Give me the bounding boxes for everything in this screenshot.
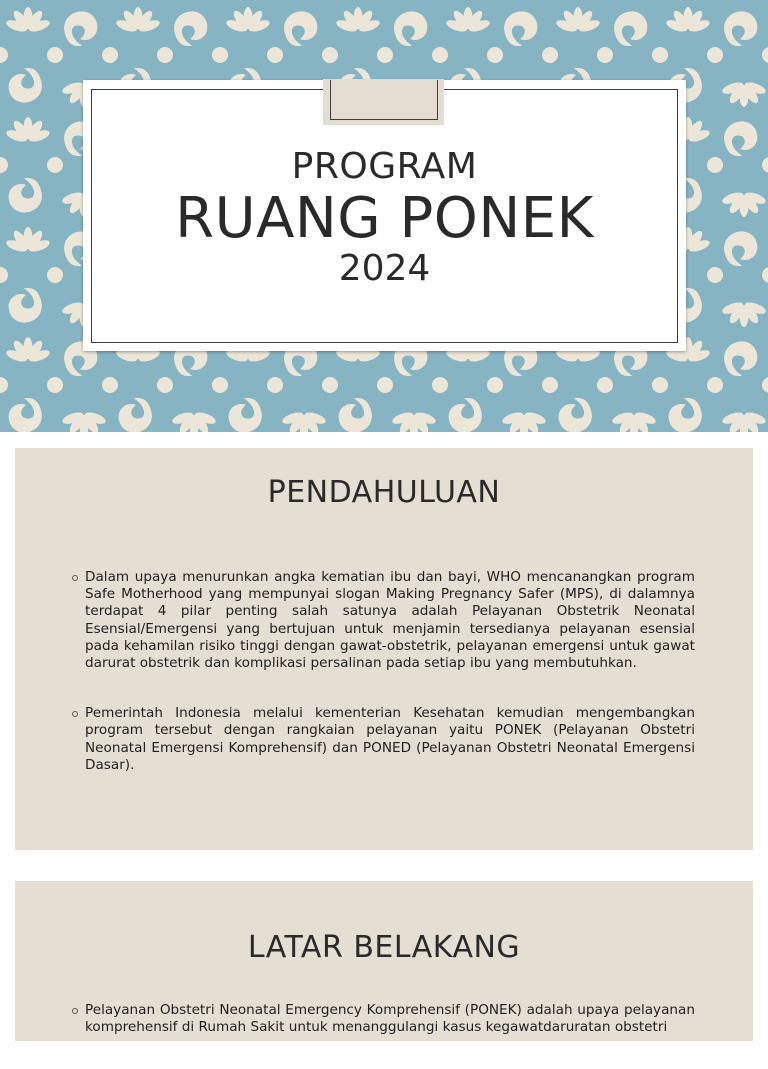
slide-pendahuluan bbox=[15, 448, 753, 850]
bullet-item bbox=[73, 705, 695, 774]
title-line-main: RUANG PONEK bbox=[175, 186, 594, 251]
title-line-program: PROGRAM bbox=[291, 146, 478, 187]
title-line-year: 2024 bbox=[338, 248, 431, 289]
bullet-circle-icon bbox=[72, 711, 78, 717]
card-tab-inner bbox=[330, 80, 438, 120]
bullet-circle-icon bbox=[72, 575, 78, 581]
title-card bbox=[83, 80, 686, 351]
slide-heading: PENDAHULUAN bbox=[267, 475, 501, 510]
bullet-list bbox=[73, 569, 695, 807]
bullet-text: Pelayanan Obstetri Neonatal Emergency Komprehensif (PONEK) adalah upaya pelayanan komprehensif di Rumah Sakit untuk menanggulangi kasus kegawatdaruratan obstetri bbox=[85, 1002, 695, 1036]
bullet-list bbox=[73, 1002, 695, 1069]
slide-latar-belakang bbox=[15, 881, 753, 1041]
bullet-item bbox=[73, 1002, 695, 1036]
bullet-item bbox=[73, 569, 695, 672]
bullet-text: Dalam upaya menurunkan angka kematian ibu dan bayi, WHO mencanangkan program Safe Motherhood yang mempunyai slogan Making Pregnancy Safer (MPS), di dalamnya terdapat 4 pilar penting salah satunya adalah Pelayanan Obstetrik Neonatal Esensial/Emergensi yang bertujuan untuk menjamin tersedianya pelayanan esensial pada kehamilan risiko tinggi dengan gawat-obstetrik, pelayanan emergensi untuk gawat darurat obstetrik dan komplikasi persalinan pada setiap ibu yang membutuhkan. bbox=[85, 569, 695, 672]
slide-heading: LATAR BELAKANG bbox=[247, 930, 521, 965]
bullet-circle-icon bbox=[72, 1008, 78, 1014]
bullet-text: Pemerintah Indonesia melalui kementerian Kesehatan kemudian mengembangkan program tersebut dengan rangkaian pelayanan yaitu PONEK (Pelayanan Obstetri Neonatal Emergensi Komprehensif) dan PONED (Pelayanan Obstetri Neonatal Emergensi Dasar). bbox=[85, 705, 695, 773]
title-slide bbox=[0, 0, 768, 432]
